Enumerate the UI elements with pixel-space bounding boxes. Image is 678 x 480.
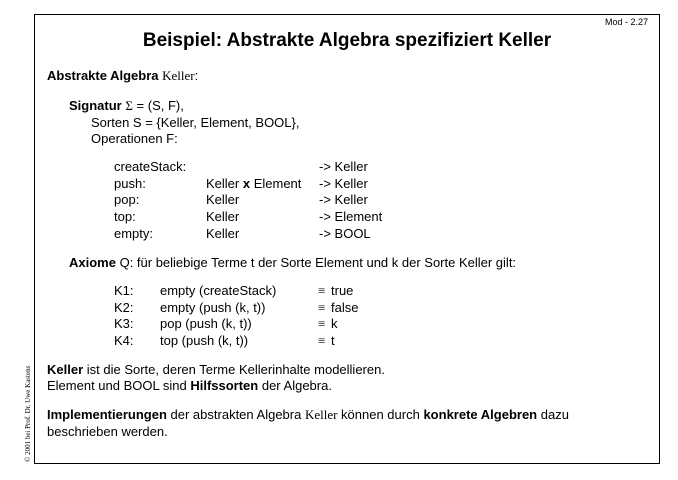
aux-sorts-prefix: Element und BOOL sind	[47, 378, 191, 393]
product-sign: x	[242, 176, 251, 191]
impl-text-2: können durch	[337, 407, 424, 422]
signature-line	[69, 97, 184, 114]
signature-rest: = (S, F),	[132, 98, 184, 113]
sorts-line: Sorten S = {Keller, Element, BOOL},	[91, 115, 300, 130]
axiom-rhs: k	[331, 316, 338, 331]
axiom-lhs: top (push (k, t))	[160, 333, 249, 348]
axioms-label: Axiome	[69, 255, 116, 270]
axiom-id: K3:	[114, 316, 134, 331]
axiom-rhs: false	[331, 300, 359, 315]
copyright-note: © 2001 bei Prof. Dr. Uwe Kastens	[24, 365, 32, 462]
axiom-id: K2:	[114, 300, 134, 315]
heading-label: Abstrakte Algebra	[47, 68, 159, 83]
op-name: top:	[114, 209, 136, 224]
signature-label: Signatur	[69, 98, 122, 113]
op-name: empty:	[114, 226, 154, 241]
operations-label: Operationen F:	[91, 131, 178, 146]
op-args: Keller	[206, 226, 240, 241]
op-result: -> Keller	[319, 159, 368, 174]
axiom-id: K4:	[114, 333, 134, 348]
page-number: Mod - 2.27	[604, 17, 648, 27]
hilfssorten-term: Hilfssorten	[190, 378, 259, 393]
implementation-line-2: beschrieben werden.	[47, 424, 168, 439]
equivalence-symbol: ≡	[318, 333, 326, 348]
konkrete-algebren-term: konkrete Algebren	[423, 407, 538, 422]
heading-name: Keller	[162, 68, 195, 83]
op-args	[206, 175, 301, 192]
aux-sorts-suffix: der Algebra.	[258, 378, 332, 393]
axiom-rhs: t	[331, 333, 335, 348]
keller-term: Keller	[47, 362, 84, 377]
implementation-line-1	[47, 406, 569, 423]
op-name: pop:	[114, 192, 140, 207]
axiom-rhs: true	[331, 283, 354, 298]
algebra-heading	[47, 67, 198, 84]
impl-text-1: der abstrakten Algebra	[166, 407, 305, 422]
op-args-second: Element	[250, 176, 302, 191]
equivalence-symbol: ≡	[318, 300, 326, 315]
equivalence-symbol: ≡	[318, 316, 326, 331]
impl-keller-name: Keller	[304, 407, 338, 422]
impl-text-3: dazu	[537, 407, 569, 422]
op-result: -> BOOL	[319, 226, 371, 241]
op-result: -> Keller	[319, 192, 368, 207]
sort-description-text: ist die Sorte, deren Terme Kellerinhalte modellieren.	[83, 362, 385, 377]
sort-description-line-2	[47, 377, 332, 394]
axiom-lhs: empty (push (k, t))	[160, 300, 266, 315]
op-args: Keller	[206, 192, 240, 207]
op-result: -> Keller	[319, 176, 368, 191]
op-name: createStack:	[114, 159, 187, 174]
axioms-line	[69, 254, 516, 271]
equivalence-symbol: ≡	[318, 283, 326, 298]
sort-description-line-1	[47, 361, 385, 378]
implementierungen-term: Implementierungen	[47, 407, 167, 422]
page-title: Beispiel: Abstrakte Algebra spezifiziert Keller	[142, 30, 552, 51]
axioms-text: Q: für beliebige Terme t der Sorte Element und k der Sorte Keller gilt:	[115, 255, 517, 270]
axiom-lhs: empty (createStack)	[160, 283, 277, 298]
op-result: -> Element	[319, 209, 383, 224]
op-args: Keller	[206, 209, 240, 224]
op-args-first: Keller	[206, 176, 243, 191]
axiom-lhs: pop (push (k, t))	[160, 316, 252, 331]
axiom-id: K1:	[114, 283, 134, 298]
sigma-symbol: Σ	[125, 98, 133, 113]
heading-colon: :	[194, 68, 199, 83]
op-name: push:	[114, 176, 146, 191]
